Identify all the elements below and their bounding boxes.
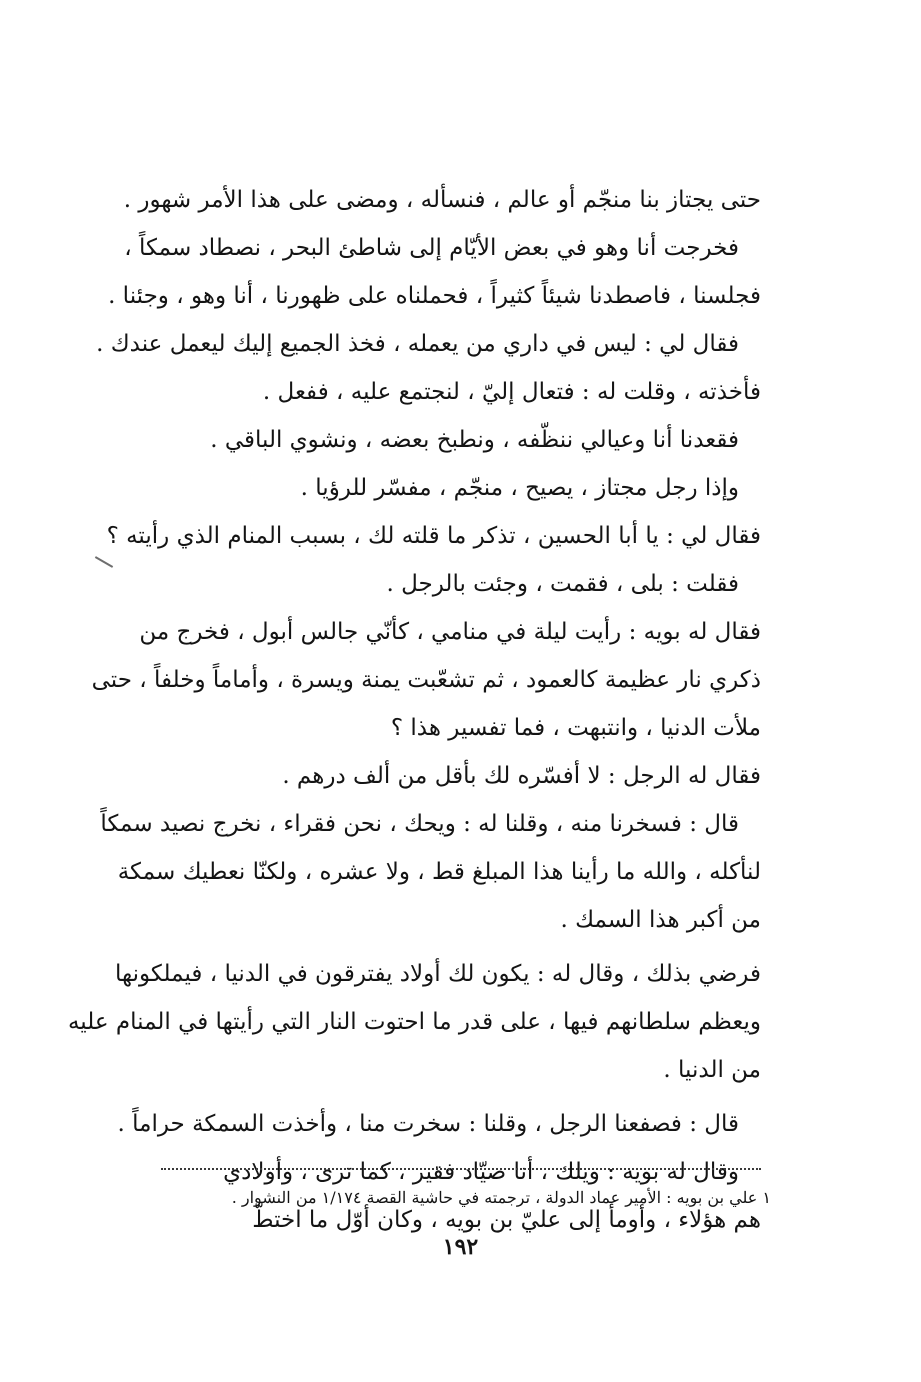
footnote: ١ علي بن بويه : الأمير عماد الدولة ، ترجمته في حاشية القصة ١/١٧٤ من النشوار . <box>231 1188 771 1207</box>
text-line: وإذا رجل مجتاز ، يصيح ، منجّم ، مفسّر للرؤيا . <box>300 475 739 501</box>
text-line: فرضي بذلك ، وقال له : يكون لك أولاد يفترقون في الدنيا ، فيملكونها <box>114 961 761 987</box>
text-line: فقال لي : يا أبا الحسين ، تذكر ما قلته لك ، بسبب المنام الذي رأيته ؟ <box>106 523 761 549</box>
text-line: حتى يجتاز بنا منجّم أو عالم ، فنسأله ، ومضى على هذا الأمر شهور . <box>123 187 761 213</box>
text-line: فقال له بويه : رأيت ليلة في منامي ، كأنّي جالس أبول ، فخرج من <box>139 619 761 645</box>
footnote-divider <box>161 1168 761 1170</box>
page-number: ١٩٢ <box>442 1234 479 1260</box>
text-line: فقال له الرجل : لا أفسّره لك بأقل من ألف درهم . <box>282 763 761 789</box>
text-line: هم هؤلاء ، وأومأ إلى عليّ بن بويه ، وكان أوّل ما اختطّ <box>252 1207 761 1233</box>
body-text <box>67 176 761 1244</box>
text-line: قال : فسخرنا منه ، وقلنا له : ويحك ، نحن فقراء ، نخرج نصيد سمكاً <box>100 811 739 837</box>
text-line: فقعدنا أنا وعيالي ننظّفه ، ونطبخ بعضه ، ونشوي الباقي . <box>210 427 739 453</box>
text-line: قال : فصفعنا الرجل ، وقلنا : سخرت منا ، وأخذت السمكة حراماً . <box>117 1111 739 1137</box>
text-line: فقلت : بلى ، فقمت ، وجئت بالرجل . <box>386 571 739 597</box>
text-line: ملأت الدنيا ، وانتبهت ، فما تفسير هذا ؟ <box>390 715 761 741</box>
text-line: من أكبر هذا السمك . <box>560 907 761 933</box>
text-line: فأخذته ، وقلت له : فتعال إليّ ، لنجتمع عليه ، ففعل . <box>262 379 761 405</box>
text-line: ويعظم سلطانهم فيها ، على قدر ما احتوت النار التي رأيتها في المنام عليه <box>67 1009 761 1035</box>
text-line: ذكري نار عظيمة كالعمود ، ثم تشعّبت يمنة ويسرة ، وأماماً وخلفاً ، حتى <box>91 667 761 693</box>
text-line: فخرجت أنا وهو في بعض الأيّام إلى شاطئ البحر ، نصطاد سمكاً ، <box>124 235 739 261</box>
text-line: فجلسنا ، فاصطدنا شيئاً كثيراً ، فحملناه على ظهورنا ، أنا وهو ، وجئنا . <box>108 283 761 309</box>
text-line: فقال لي : ليس في داري من يعمله ، فخذ الجميع إليك ليعمل عندك . <box>96 331 739 357</box>
text-line: لنأكله ، والله ما رأينا هذا المبلغ قط ، ولا عشره ، ولكنّا نعطيك سمكة <box>117 859 761 885</box>
text-line: وقال له بويه : ويلك ، أنا صيّاد فقير ، كما ترى ، وأولادي <box>223 1159 739 1185</box>
text-line: من الدنيا . <box>663 1057 761 1083</box>
